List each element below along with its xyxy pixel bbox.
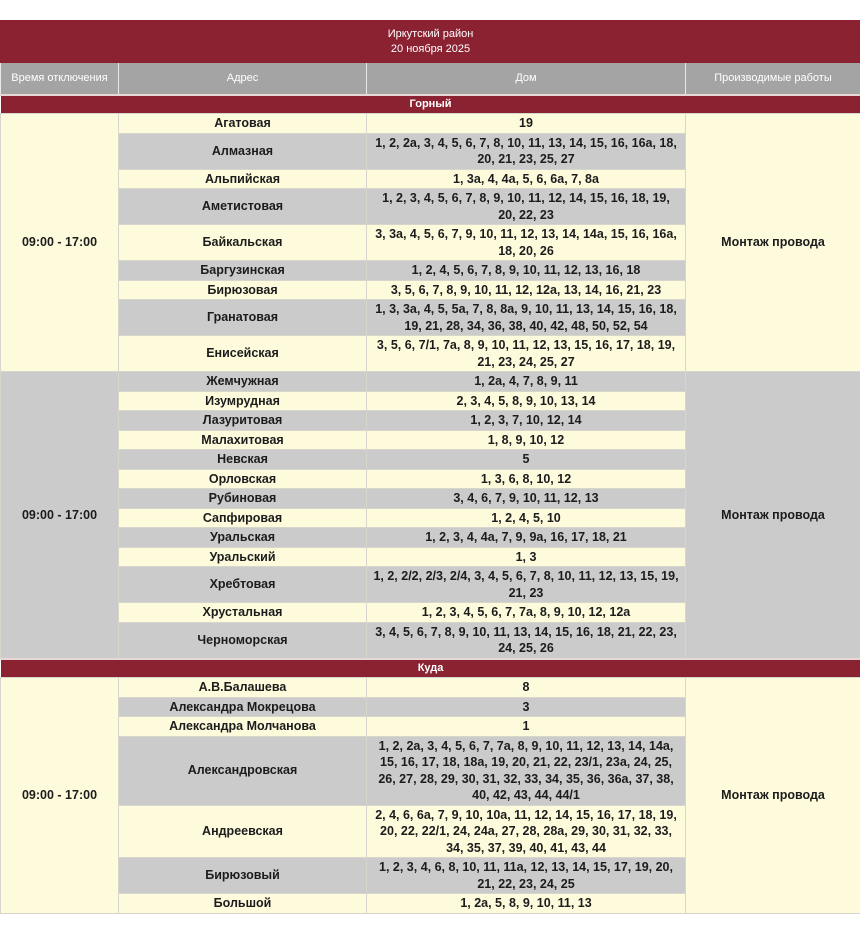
house-numbers: 1, 2, 3, 4, 4а, 7, 9, 9а, 16, 17, 18, 21 bbox=[367, 528, 686, 548]
house-numbers: 1, 2, 3, 4, 5, 6, 7, 7а, 8, 9, 10, 12, 12а bbox=[367, 603, 686, 623]
street-name: Енисейская bbox=[119, 336, 367, 372]
table-row bbox=[1, 678, 860, 698]
column-header-time: Время отключения bbox=[1, 63, 119, 95]
house-numbers: 1, 3 bbox=[367, 547, 686, 567]
schedule-date: 20 ноября 2025 bbox=[390, 42, 471, 55]
locality-row bbox=[1, 659, 860, 678]
street-name: Алмазная bbox=[119, 133, 367, 169]
house-numbers: 1, 3а, 4, 4а, 5, 6, 6а, 7, 8а bbox=[367, 169, 686, 189]
street-name: Уральский bbox=[119, 547, 367, 567]
street-name: Сапфировая bbox=[119, 508, 367, 528]
locality-row bbox=[1, 95, 860, 114]
house-numbers: 1, 2, 4, 5, 10 bbox=[367, 508, 686, 528]
outage-table bbox=[0, 20, 860, 914]
street-name: Уральская bbox=[119, 528, 367, 548]
house-numbers: 1, 2, 3, 4, 6, 8, 10, 11, 11а, 12, 13, 14, 15, 17, 19, 20, 21, 22, 23, 24, 25 bbox=[367, 858, 686, 894]
street-name: Малахитовая bbox=[119, 430, 367, 450]
column-header-row bbox=[1, 63, 860, 95]
house-numbers: 1, 2, 4, 5, 6, 7, 8, 9, 10, 11, 12, 13, 16, 18 bbox=[367, 261, 686, 281]
column-header-house: Дом bbox=[367, 63, 686, 95]
table-body bbox=[1, 95, 860, 914]
street-name: Рубиновая bbox=[119, 489, 367, 509]
table-row bbox=[1, 114, 860, 134]
table-row bbox=[1, 372, 860, 392]
street-name: Баргузинская bbox=[119, 261, 367, 281]
house-numbers: 2, 4, 6, 6а, 7, 9, 10, 10а, 11, 12, 14, 15, 16, 17, 18, 19, 20, 22, 22/1, 24, 24а, 27, 28, 28а, 29, 30, 31, 32, 33, 34, 35, 37, 39, 40, 41, 43, 44 bbox=[367, 805, 686, 858]
house-numbers: 1, 2а, 4, 7, 8, 9, 11 bbox=[367, 372, 686, 392]
street-name: Александра Мокрецова bbox=[119, 697, 367, 717]
street-name: Александровская bbox=[119, 736, 367, 805]
house-numbers: 3, 3а, 4, 5, 6, 7, 9, 10, 11, 12, 13, 14, 14а, 15, 16, 16а, 18, 20, 26 bbox=[367, 225, 686, 261]
district-name: Иркутский район bbox=[387, 27, 474, 40]
house-numbers: 1, 2, 2а, 3, 4, 5, 6, 7, 7а, 8, 9, 10, 11, 12, 13, 14, 14а, 15, 16, 17, 18, 18а, 19, 20, 21, 22, 23/1, 23а, 24, 25, 26, 27, 28, 29, 30, 31, 32, 33, 34, 35, 36, 36а, 37, 38, 40, 42, 43, 44, 44/1 bbox=[367, 736, 686, 805]
street-name: Бирюзовая bbox=[119, 280, 367, 300]
house-numbers: 1 bbox=[367, 717, 686, 737]
street-name: Невская bbox=[119, 450, 367, 470]
house-numbers: 3, 5, 6, 7/1, 7а, 8, 9, 10, 11, 12, 13, 15, 16, 17, 18, 19, 21, 23, 24, 25, 27 bbox=[367, 336, 686, 372]
outage-time: 09:00 - 17:00 bbox=[1, 114, 119, 372]
house-numbers: 1, 3, 3а, 4, 5, 5а, 7, 8, 8а, 9, 10, 11, 13, 14, 15, 16, 18, 19, 21, 28, 34, 36, 38, 40, 42, 48, 50, 52, 54 bbox=[367, 300, 686, 336]
street-name: Изумрудная bbox=[119, 391, 367, 411]
street-name: Черноморская bbox=[119, 622, 367, 659]
table-title bbox=[1, 21, 860, 63]
outage-schedule bbox=[0, 20, 860, 914]
street-name: Гранатовая bbox=[119, 300, 367, 336]
house-numbers: 8 bbox=[367, 678, 686, 698]
street-name: Альпийская bbox=[119, 169, 367, 189]
house-numbers: 1, 2, 2а, 3, 4, 5, 6, 7, 8, 10, 11, 13, 14, 15, 16, 16а, 18, 20, 21, 23, 25, 27 bbox=[367, 133, 686, 169]
house-numbers: 1, 2, 3, 7, 10, 12, 14 bbox=[367, 411, 686, 431]
street-name: Орловская bbox=[119, 469, 367, 489]
house-numbers: 19 bbox=[367, 114, 686, 134]
house-numbers: 3, 5, 6, 7, 8, 9, 10, 11, 12, 12а, 13, 14, 16, 21, 23 bbox=[367, 280, 686, 300]
street-name: А.В.Балашева bbox=[119, 678, 367, 698]
street-name: Андреевская bbox=[119, 805, 367, 858]
house-numbers: 1, 3, 6, 8, 10, 12 bbox=[367, 469, 686, 489]
house-numbers: 3 bbox=[367, 697, 686, 717]
street-name: Агатовая bbox=[119, 114, 367, 134]
street-name: Александра Молчанова bbox=[119, 717, 367, 737]
work-type: Монтаж провода bbox=[686, 678, 860, 914]
house-numbers: 5 bbox=[367, 450, 686, 470]
title-row bbox=[1, 21, 860, 63]
house-numbers: 3, 4, 5, 6, 7, 8, 9, 10, 11, 13, 14, 15, 16, 18, 21, 22, 23, 24, 25, 26 bbox=[367, 622, 686, 659]
work-type: Монтаж провода bbox=[686, 114, 860, 372]
house-numbers: 1, 2, 3, 4, 5, 6, 7, 8, 9, 10, 11, 12, 14, 15, 16, 18, 19, 20, 22, 23 bbox=[367, 189, 686, 225]
street-name: Жемчужная bbox=[119, 372, 367, 392]
house-numbers: 1, 2а, 5, 8, 9, 10, 11, 13 bbox=[367, 894, 686, 914]
locality-name: Куда bbox=[1, 659, 860, 678]
column-header-works: Производимые работы bbox=[686, 63, 860, 95]
house-numbers: 1, 2, 2/2, 2/3, 2/4, 3, 4, 5, 6, 7, 8, 10, 11, 12, 13, 15, 19, 21, 23 bbox=[367, 567, 686, 603]
street-name: Бирюзовый bbox=[119, 858, 367, 894]
street-name: Хрустальная bbox=[119, 603, 367, 623]
house-numbers: 1, 8, 9, 10, 12 bbox=[367, 430, 686, 450]
outage-time: 09:00 - 17:00 bbox=[1, 678, 119, 914]
column-header-address: Адрес bbox=[119, 63, 367, 95]
street-name: Лазуритовая bbox=[119, 411, 367, 431]
outage-time: 09:00 - 17:00 bbox=[1, 372, 119, 659]
street-name: Байкальская bbox=[119, 225, 367, 261]
locality-name: Горный bbox=[1, 95, 860, 114]
street-name: Аметистовая bbox=[119, 189, 367, 225]
street-name: Хребтовая bbox=[119, 567, 367, 603]
street-name: Большой bbox=[119, 894, 367, 914]
house-numbers: 3, 4, 6, 7, 9, 10, 11, 12, 13 bbox=[367, 489, 686, 509]
work-type: Монтаж провода bbox=[686, 372, 860, 659]
house-numbers: 2, 3, 4, 5, 8, 9, 10, 13, 14 bbox=[367, 391, 686, 411]
